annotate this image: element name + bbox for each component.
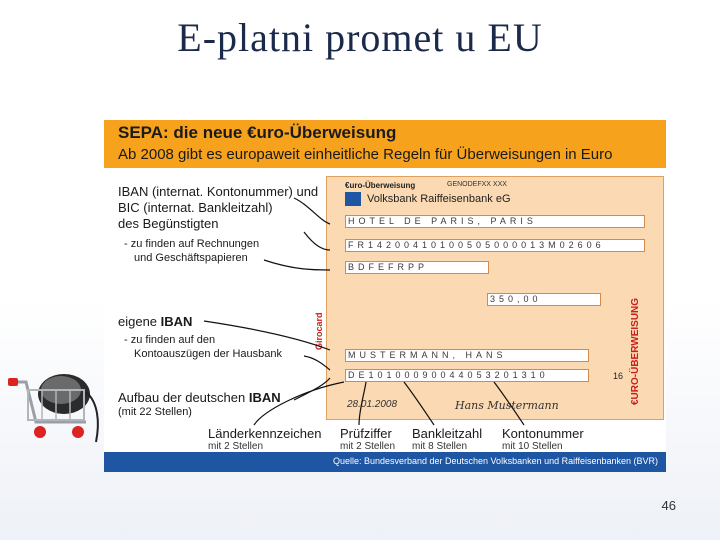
annotation-arrows — [104, 120, 666, 452]
date: 28.01.2008 — [347, 399, 398, 410]
code-16: 16 — [613, 371, 624, 381]
iban-annotation-line3: des Begünstigten — [118, 216, 219, 231]
find-annotation-line2: und Geschäftspapieren — [134, 252, 248, 264]
shopping-cart-mouse-icon — [6, 352, 102, 452]
find-annotation-line1: - zu finden auf Rechnungen — [124, 238, 260, 250]
source-text: Quelle: Bundesverband der Deutschen Volksbanken und Raiffeisenbanken (BVR) — [332, 456, 658, 466]
iban-structure-sub: (mit 22 Stellen) — [118, 406, 192, 418]
side-label: €URO-ÜBERWEISUNG — [630, 297, 641, 405]
bank-code-label: Bankleitzahl — [412, 426, 483, 441]
own-iban-label: IBAN — [160, 314, 193, 329]
iban-annotation-line2: BIC (internat. Bankleitzahl) — [118, 200, 273, 215]
bank-code-sub: mit 8 Stellen — [412, 441, 468, 452]
figure-header-subtitle: Ab 2008 gibt es europaweit einheitliche Regeln für Überweisungen in Euro — [118, 146, 613, 163]
own-find-line1: - zu finden auf den — [124, 334, 216, 346]
iban-structure-label: IBAN — [248, 390, 281, 405]
beneficiary-iban-field: FR14200410100505000013M02606 — [345, 239, 645, 252]
signature: Hans Mustermann — [455, 399, 559, 412]
payer-iban-field: DE10100090044053201310 — [345, 369, 589, 382]
page-number: 46 — [661, 498, 676, 513]
own-find-line2: Kontoauszügen der Hausbank — [134, 348, 282, 360]
source-footer — [104, 452, 666, 472]
amount-field: 350,00 — [487, 293, 601, 306]
country-code-label: Länderkennzeichen — [208, 426, 322, 441]
check-digit-sub: mit 2 Stellen — [340, 441, 396, 452]
bank-name: Volksbank Raiffeisenbank eG — [367, 193, 511, 205]
payer-field: MUSTERMANN, HANS — [345, 349, 589, 362]
beneficiary-field: HOTEL DE PARIS, PARIS — [345, 215, 645, 228]
form-title: €uro-Überweisung — [345, 181, 416, 190]
slide-title: E-platni promet u EU — [177, 15, 543, 60]
left-side-label: Girocard — [314, 312, 324, 350]
beneficiary-bic-field: BDFEFRPP — [345, 261, 489, 274]
iban-annotation-line1: IBAN (internat. Kontonummer) und — [118, 184, 319, 199]
bic-code: GENODEFXX XXX — [447, 181, 507, 188]
account-number-sub: mit 10 Stellen — [502, 441, 563, 452]
account-number-label: Kontonummer — [502, 426, 584, 441]
country-code-sub: mit 2 Stellen — [208, 441, 264, 452]
own-iban-prefix: eigene — [118, 314, 158, 329]
check-digit-label: Prüfziffer — [340, 426, 392, 441]
sepa-transfer-figure — [104, 120, 666, 472]
figure-header-title: SEPA: die neue €uro-Überweisung — [118, 123, 397, 142]
iban-structure-prefix: Aufbau der deutschen — [118, 390, 246, 405]
